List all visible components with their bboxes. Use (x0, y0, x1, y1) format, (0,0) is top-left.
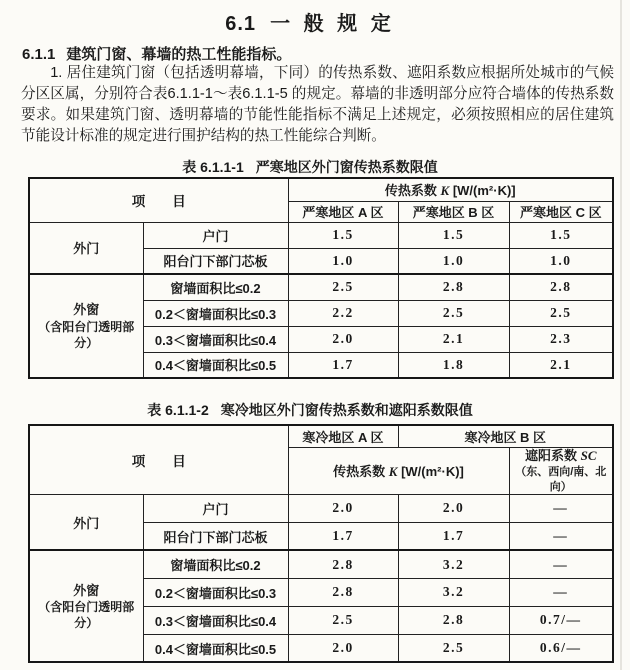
table1-k-prefix: 传热系数 (384, 183, 437, 199)
table1-value: 2.5 (288, 274, 398, 300)
table2-group-exterior-window (29, 550, 143, 662)
table1-value: 1.0 (398, 248, 509, 274)
table2-value: — (509, 522, 613, 550)
table2-value: 3.2 (398, 550, 509, 578)
table2-sc-symbol: SC (580, 447, 597, 463)
table-row (29, 494, 613, 522)
table1-value: 1.5 (288, 222, 398, 248)
table1-value: 2.2 (288, 300, 398, 326)
table1-row-label: 阳台门下部门芯板 (143, 248, 288, 274)
table1-zone-b-header: 严寒地区 B 区 (398, 201, 509, 222)
table2-value: 0.6/— (509, 634, 613, 662)
clause-title: 建筑门窗、幕墙的热工性能指标。 (66, 46, 292, 63)
table1-value: 2.3 (509, 326, 613, 352)
table1-value: 2.1 (398, 326, 509, 352)
table2-value: 2.5 (288, 606, 398, 634)
table1-value: 1.5 (398, 222, 509, 248)
table1-value: 2.8 (509, 274, 613, 300)
table2-value: 2.0 (288, 494, 398, 522)
section-title-number: 6.1 (225, 13, 257, 35)
table-row (29, 550, 613, 578)
table1-zone-c-header: 严寒地区 C 区 (509, 201, 613, 222)
table2-value: 2.8 (398, 606, 509, 634)
table2-value: 0.7/— (509, 606, 613, 634)
table1-group-label-line2: （含阳台门透明部分） (38, 319, 135, 350)
table1-k-header (288, 178, 613, 201)
table2-value: 3.2 (398, 578, 509, 606)
table2-k-symbol: K (388, 464, 398, 480)
table2-value: — (509, 550, 613, 578)
table2-row-label: 阳台门下部门芯板 (143, 522, 288, 550)
table1-value: 2.8 (398, 274, 509, 300)
table1-group-label-line1: 外窗 (73, 302, 100, 318)
table2-row-label: 0.4＜窗墙面积比≤0.5 (143, 634, 288, 662)
table1-value: 2.5 (509, 300, 613, 326)
table2-sc-header (509, 447, 613, 494)
table2-row-label: 0.2＜窗墙面积比≤0.3 (143, 578, 288, 606)
table1-item-header: 项 目 (29, 178, 288, 222)
table1-caption (0, 157, 620, 177)
clause-heading (22, 43, 612, 64)
table2-k-prefix: 传热系数 (333, 464, 386, 480)
table1-group-exterior-door: 外门 (29, 222, 143, 274)
table2-caption-label: 表 6.1.1-2 (147, 402, 209, 418)
table2-group-exterior-door: 外门 (29, 494, 143, 550)
table2-value: 2.8 (288, 578, 398, 606)
table1-group-exterior-window (29, 274, 143, 378)
section-title (0, 7, 620, 36)
clause-number: 6.1.1 (22, 46, 56, 63)
table1-row-label: 0.2＜窗墙面积比≤0.3 (143, 300, 288, 326)
table1-k-symbol: K (440, 183, 450, 199)
table1-value: 2.1 (509, 352, 613, 378)
table1-zone-a-header: 严寒地区 A 区 (288, 201, 398, 222)
table2-value: 1.7 (398, 522, 509, 550)
table2-group-label-line1: 外窗 (73, 582, 100, 598)
table1-value: 2.0 (288, 326, 398, 352)
table1-caption-label: 表 6.1.1-1 (182, 159, 244, 175)
table1-value: 1.0 (509, 248, 613, 274)
table1-value: 2.5 (398, 300, 509, 326)
table2-row-label: 0.3＜窗墙面积比≤0.4 (143, 606, 288, 634)
table1-value: 1.8 (398, 352, 509, 378)
table2-row-label: 户门 (143, 494, 288, 522)
table2-zone-a-header: 寒冷地区 A 区 (288, 425, 398, 447)
table-row (29, 222, 613, 248)
table-row (29, 274, 613, 300)
table-severe-cold-zone (28, 177, 614, 379)
table1-k-units: [W/(m²·K)] (452, 183, 516, 199)
table2-k-header (288, 447, 509, 494)
table1-value: 1.7 (288, 352, 398, 378)
clause-paragraph: 1. 居住建筑门窗（包括透明幕墙，下同）的传热系数、遮阳系数应根据所处城市的气候分区区属，分别符合表6.1.1-1～表6.1.1-5 的规定。幕墙的非透明部分应符合墙体的传热系数要求。如果建筑门窗、透明幕墙的节能性能指标不满足上述规定，必须按照相应的居住建筑节能设计标准的规定进行围护结构的热工性能综合判断。 (21, 65, 614, 144)
table2-value: 2.8 (288, 550, 398, 578)
table2-sc-prefix: 遮阳系数 (524, 447, 577, 463)
table2-sc-main (512, 448, 611, 465)
table2-value: 2.0 (398, 494, 509, 522)
table2-k-units: [W/(m²·K)] (401, 464, 464, 480)
table2-caption-title: 寒冷地区外门窗传热系数和遮阳系数限值 (220, 402, 473, 418)
table1-row-label: 户门 (143, 222, 288, 248)
table2-value: — (509, 578, 613, 606)
table2-value: 2.0 (288, 634, 398, 662)
table1-row-label: 0.4＜窗墙面积比≤0.5 (143, 352, 288, 378)
table1-caption-title: 严寒地区外门窗传热系数限值 (255, 159, 438, 175)
table2-sc-note: （东、西向/南、北向） (515, 466, 607, 493)
table1-value: 1.5 (509, 222, 613, 248)
table-cold-zone (28, 424, 614, 663)
table2-item-header: 项 目 (29, 425, 288, 494)
table2-value: 2.5 (398, 634, 509, 662)
table2-value: 1.7 (288, 522, 398, 550)
table2-row-label: 窗墙面积比≤0.2 (143, 550, 288, 578)
scan-edge-artifact (620, 0, 622, 670)
table2-value: — (509, 494, 613, 522)
table2-zone-b-header: 寒冷地区 B 区 (398, 425, 613, 447)
table1-value: 1.0 (288, 248, 398, 274)
table2-caption (0, 400, 620, 420)
table2-group-label-line2: （含阳台门透明部分） (38, 600, 135, 631)
table1-row-label: 0.3＜窗墙面积比≤0.4 (143, 326, 288, 352)
table1-row-label: 窗墙面积比≤0.2 (143, 274, 288, 300)
section-title-text: 一 般 规 定 (270, 13, 395, 35)
